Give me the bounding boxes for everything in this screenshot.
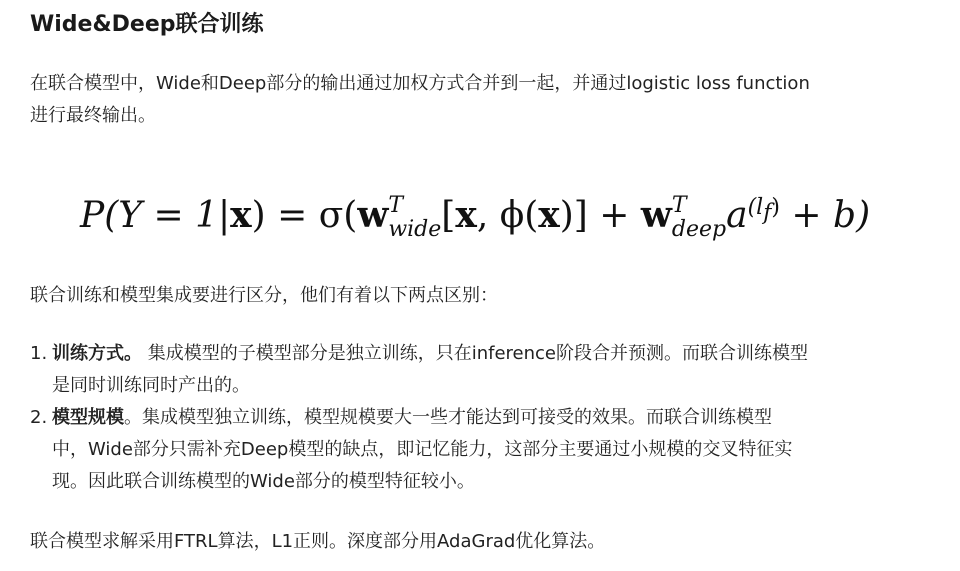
list-item: [30, 338, 910, 402]
solver-paragraph: 联合模型求解采用FTRL算法，L1正则。深度部分用AdaGrad优化算法。: [30, 531, 606, 552]
formula-x-2: x: [455, 194, 477, 236]
formula-deep-subsup: [672, 195, 726, 241]
list-item-text: 中，Wide部分只需补充Deep模型的缺点，即记忆能力，这部分主要通过小规模的交叉特征实: [52, 439, 793, 460]
formula-lf: (l: [747, 195, 764, 220]
joint-model-formula: [80, 168, 871, 248]
formula-eq: ) = σ(: [251, 195, 358, 236]
formula-bracket-open: [: [441, 195, 456, 236]
list-item-text: 集成模型的子模型部分是独立训练，只在inference阶段合并预测。而联合训练模型: [142, 343, 808, 364]
formula-wide-sub: wide: [388, 217, 442, 242]
formula-bracket-close: )] +: [559, 195, 641, 236]
intro-paragraph: [30, 68, 910, 132]
list-number: 2.: [30, 407, 48, 428]
list-item-text: 是同时训练同时产出的。: [52, 375, 250, 396]
page-title: Wide&Deep联合训练: [30, 12, 264, 37]
formula-w-wide: w: [357, 194, 389, 236]
list-item-heading: 模型规模: [52, 407, 124, 428]
list-number: 1.: [30, 343, 48, 364]
formula-f: f: [763, 200, 772, 226]
formula-deep-sub: deep: [671, 217, 727, 242]
formula-a: a: [726, 195, 748, 236]
formula-T-wide: T: [388, 193, 403, 218]
formula-comma-phi: , ϕ(: [476, 195, 539, 236]
formula-wide-subsup: [388, 195, 441, 241]
formula-w-deep: w: [640, 194, 672, 236]
intro-line-2: 进行最终输出。: [30, 105, 156, 126]
difference-intro: 联合训练和模型集成要进行区分，他们有着以下两点区别：: [30, 285, 498, 306]
difference-list: [30, 338, 910, 498]
formula-lf-close: ): [771, 195, 780, 220]
formula-tail: + b): [779, 195, 871, 236]
list-item-text: 现。因此联合训练模型的Wide部分的模型特征较小。: [52, 471, 475, 492]
list-item-heading: 训练方式。: [52, 343, 142, 364]
list-item: [30, 402, 910, 498]
formula-lhs: P(Y = 1|: [80, 195, 231, 236]
formula-T-deep: T: [671, 193, 687, 218]
formula-x-3: x: [538, 194, 560, 236]
intro-line-1: 在联合模型中，Wide和Deep部分的输出通过加权方式合并到一起，并通过logistic loss function: [30, 73, 810, 94]
formula-x: x: [230, 194, 252, 236]
list-item-text: 。集成模型独立训练，模型规模要大一些才能达到可接受的效果。而联合训练模型: [124, 407, 772, 428]
